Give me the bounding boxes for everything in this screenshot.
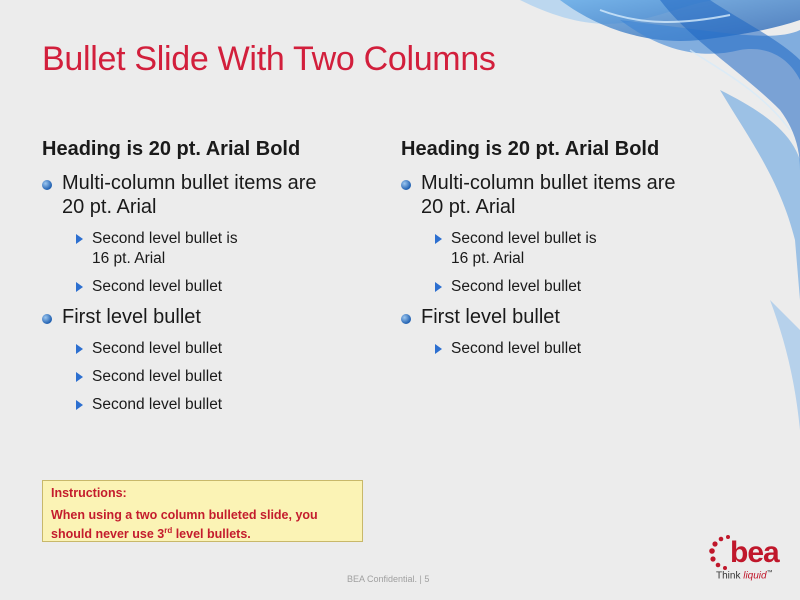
first-level-group [42, 171, 382, 297]
arrow-bullet-icon [76, 234, 83, 244]
logo-wordmark: bea [730, 536, 779, 569]
first-level-bullet: Multi-column bullet items are 20 pt. Arial [401, 171, 741, 219]
left-column [42, 138, 382, 423]
first-level-bullet: Multi-column bullet items are 20 pt. Arial [42, 171, 382, 219]
instructions-box [42, 480, 363, 542]
second-level-bullet: Second level bullet [42, 277, 382, 297]
bullet-dot-icon [42, 180, 52, 190]
arrow-bullet-icon [76, 344, 83, 354]
second-level-bullet: Second level bullet [401, 339, 741, 359]
second-level-bullet: Second level bullet [42, 395, 382, 415]
arrow-bullet-icon [435, 344, 442, 354]
slide-title: Bullet Slide With Two Columns [42, 40, 496, 78]
right-column [401, 138, 741, 367]
second-level-bullet: Second level bullet [42, 339, 382, 359]
footer-confidential: BEA Confidential. | 5 [347, 574, 430, 584]
second-level-bullet: Second level bullet is 16 pt. Arial [401, 229, 741, 269]
first-level-bullet: First level bullet [42, 305, 382, 329]
second-level-bullet: Second level bullet [401, 277, 741, 297]
bea-logo [708, 532, 788, 582]
bullet-dot-icon [401, 314, 411, 324]
instructions-heading: Instructions: [51, 486, 127, 500]
second-level-bullet: Second level bullet [42, 367, 382, 387]
arrow-bullet-icon [435, 234, 442, 244]
bullet-dot-icon [42, 314, 52, 324]
arrow-bullet-icon [76, 372, 83, 382]
column-heading: Heading is 20 pt. Arial Bold [42, 138, 301, 160]
first-level-bullet: First level bullet [401, 305, 741, 329]
logo-tagline: Think liquid™ [716, 570, 773, 582]
first-level-group [401, 171, 741, 297]
bullet-dot-icon [401, 180, 411, 190]
instructions-body: When using a two column bulleted slide, you should never use 3rd level bullets. [51, 508, 318, 542]
column-heading: Heading is 20 pt. Arial Bold [401, 138, 660, 160]
arrow-bullet-icon [435, 282, 442, 292]
second-level-bullet: Second level bullet is 16 pt. Arial [42, 229, 382, 269]
arrow-bullet-icon [76, 400, 83, 410]
first-level-group [42, 305, 382, 415]
first-level-group [401, 305, 741, 359]
arrow-bullet-icon [76, 282, 83, 292]
